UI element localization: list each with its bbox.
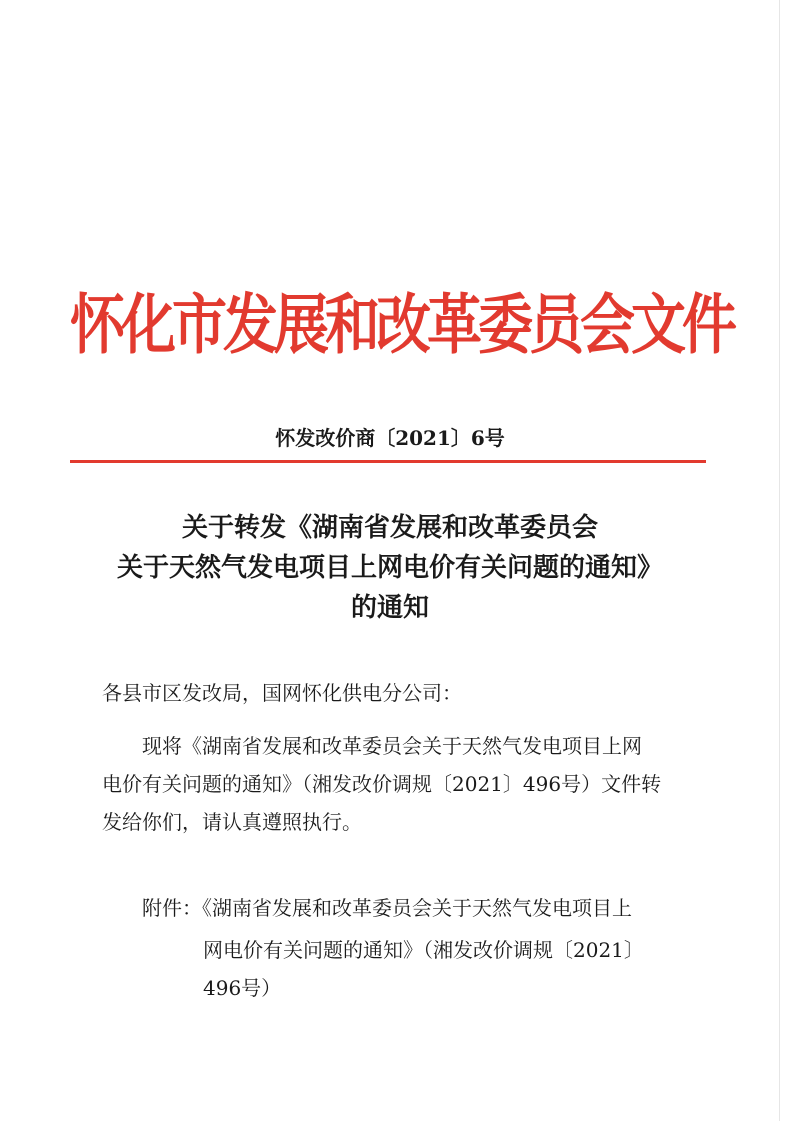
attachment-line-1: 附件：《湖南省发展和改革委员会关于天然气发电项目上: [142, 896, 632, 920]
org-header-title: 怀化市发展和改革委员会文件: [70, 286, 734, 363]
document-title-line-3: 的通知: [350, 593, 429, 623]
body-paragraph-line-2: 电价有关问题的通知》（湘发改价调规〔2021〕496号）文件转: [102, 772, 662, 796]
document-title-line-1: 关于转发《湖南省发展和改革委员会: [181, 513, 598, 543]
body-paragraph-line-1: 现将《湖南省发展和改革委员会关于天然气发电项目上网: [142, 734, 642, 758]
attachment-line-3: 496号）: [203, 976, 282, 1000]
document-number: 怀发改价商〔2021〕6号: [275, 426, 505, 450]
document-title-line-2: 关于天然气发电项目上网电价有关问题的通知》: [116, 553, 663, 583]
red-divider-line: [70, 460, 706, 463]
body-paragraph-line-3: 发给你们，请认真遵照执行。: [102, 810, 362, 834]
attachment-line-2: 网电价有关问题的通知》（湘发改价调规〔2021〕: [203, 938, 644, 962]
salutation: 各县市区发改局，国网怀化供电分公司：: [102, 681, 462, 705]
document-title: [70, 508, 710, 628]
